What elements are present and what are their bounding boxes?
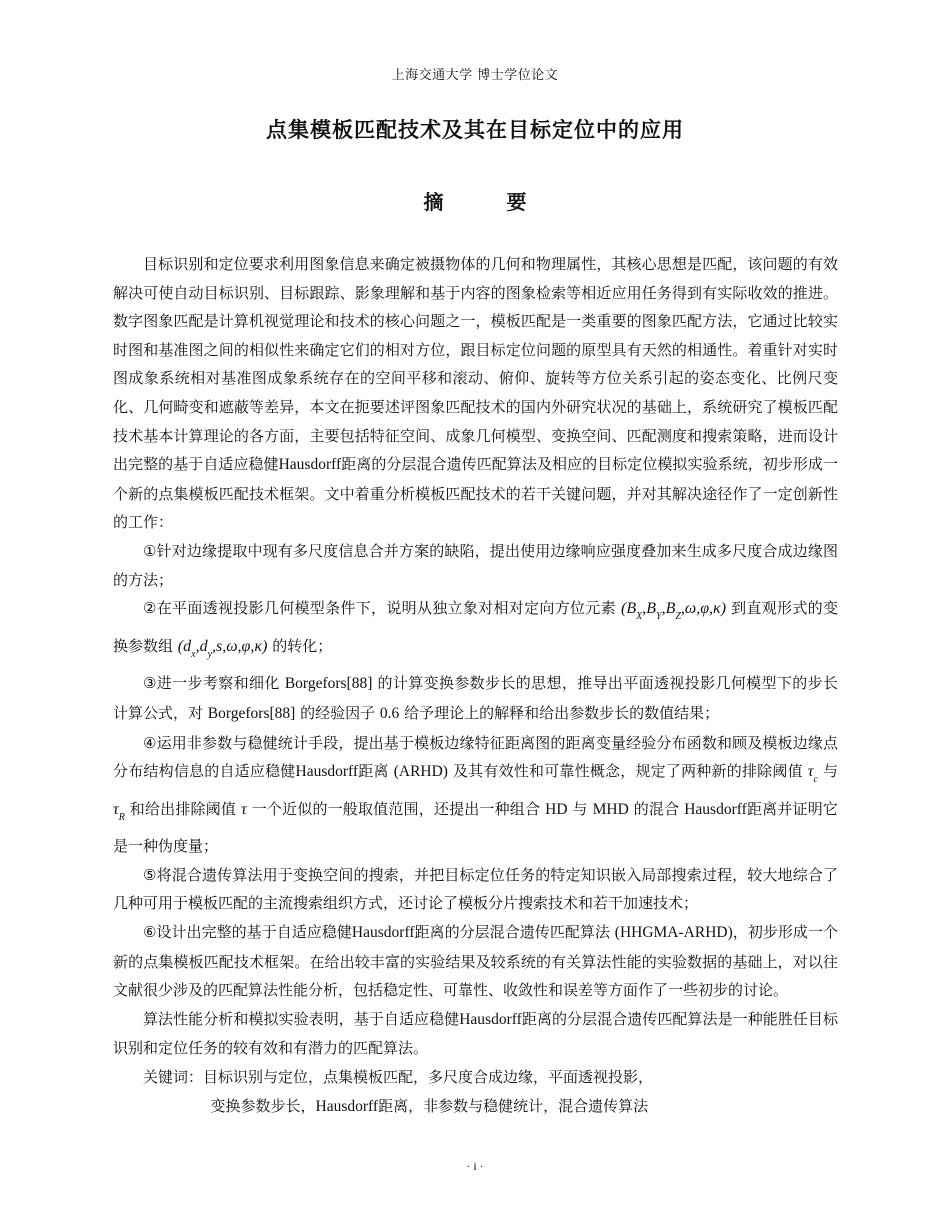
- orientation-elements-formula: $(B_X,B_Y,B_Z,\omega,\varphi,\kappa)$: [621, 600, 727, 623]
- threshold-tau-c: $\tau_c$: [807, 763, 818, 786]
- threshold-tau: τ: [241, 800, 247, 818]
- paragraph-item-4: ④运用非参数与稳健统计手段，提出基于模板边缘特征距离图的距离变量经验分布函数和顾及模板边缘点分布结构信息的自适应稳健Hausdorff距离 (ARHD) 及其有效性和可靠性概念，规定了两种新的排除阈值 $\tau_c$ 与 $\tau_R$ 和给出排除阈值 τ 一个近似的一般取值范围，还提出一种组合 HD 与 MHD 的混合 Hausdorff距离并证明它是一种伪度量；: [113, 733, 838, 856]
- paragraph-item-1: ①针对边缘提取中现有多尺度信息合并方案的缺陷，提出使用边缘响应强度叠加来生成多尺度合成边缘图的方法；: [113, 541, 838, 589]
- running-header: 上海交通大学 博士学位论文: [391, 68, 559, 83]
- abstract-body: [113, 250, 838, 1121]
- paragraph-item-5: ⑤将混合遗传算法用于变换空间的搜索，并把目标定位任务的特定知识嵌入局部搜索过程，较大地综合了几种可用于模板匹配的主流搜索组织方式，还讨论了模板分片搜索技术和若干加速技术；: [113, 865, 838, 913]
- abstract-heading: 摘 要: [423, 190, 555, 214]
- transform-params-formula: $(d_x,d_y,s,\omega,\varphi,\kappa)$: [177, 637, 268, 660]
- paragraph-conclusion: 算法性能分析和模拟实验表明，基于自适应稳健Hausdorff距离的分层混合遗传匹配算法是一种能胜任目标识别和定位任务的较有效和有潜力的匹配算法。: [113, 1009, 838, 1058]
- paragraph-item-3: ③进一步考察和细化 Borgefors[88] 的计算变换参数步长的思想，推导出平面透视投影几何模型下的步长计算公式，对 Borgefors[88] 的经验因子 0.6 给予理论上的解释和给出参数步长的数值结果；: [113, 674, 838, 722]
- keywords-line-2: 变换参数步长，Hausdorff距离，非参数与稳健统计，混合遗传算法: [210, 1096, 649, 1115]
- page-number: · i ·: [466, 1159, 484, 1173]
- threshold-tau-r: $\tau_R$: [113, 800, 125, 823]
- paragraph-item-2: ②在平面透视投影几何模型条件下，说明从独立象对相对定向方位元素 $(B_X,B_Y,B_Z,\omega,\varphi,\kappa)$ 到直观形式的变换参数组 $(d_x,d_y,s,\omega,\varphi,\kappa)$ 的转化；: [113, 599, 838, 660]
- keywords-line-1: 关键词：目标识别与定位，点集模板匹配，多尺度合成边缘，平面透视投影，: [143, 1068, 654, 1087]
- paragraph-item-6: ⑥设计出完整的基于自适应稳健Hausdorff距离的分层混合遗传匹配算法 (HHGMA-ARHD)，初步形成一个新的点集模板匹配技术框架。在给出较丰富的实验结果及较系统的有关算法性能的实验数据的基础上，对以往文献很少涉及的匹配算法性能分析，包括稳定性、可靠性、收敛性和误差等方面作了一些初步的讨论。: [113, 923, 838, 1000]
- paragraph-intro: 目标识别和定位要求利用图象信息来确定被摄物体的几何和物理属性，其核心思想是匹配，该问题的有效解决可使自动目标识别、目标跟踪、影象理解和基于内容的图象检索等相近应用任务得到有实际收效的推进。数字图象匹配是计算机视觉理论和技术的核心问题之一，模板匹配是一类重要的图象匹配方法，它通过比较实时图和基准图之间的相似性来确定它们的相对方位，跟目标定位问题的原型具有天然的相通性。着重针对实时图成象系统相对基准图成象系统存在的空间平移和滚动、俯仰、旋转等方位关系引起的姿态变化、比例尺变化、几何畸变和遮蔽等差异，本文在扼要述评图象匹配技术的国内外研究状况的基础上，系统研究了模板匹配技术基本计算理论的各方面，主要包括特征空间、成象几何模型、变换空间、匹配测度和搜索策略，进而设计出完整的基于自适应稳健Hausdorff距离的分层混合遗传匹配算法及相应的目标定位模拟实验系统，初步形成一个新的点集模板匹配技术框架。文中着重分析模板匹配技术的若干关键问题，并对其解决途径作了一定创新性的工作：: [113, 255, 838, 532]
- thesis-title: 点集模板匹配技术及其在目标定位中的应用: [266, 118, 684, 142]
